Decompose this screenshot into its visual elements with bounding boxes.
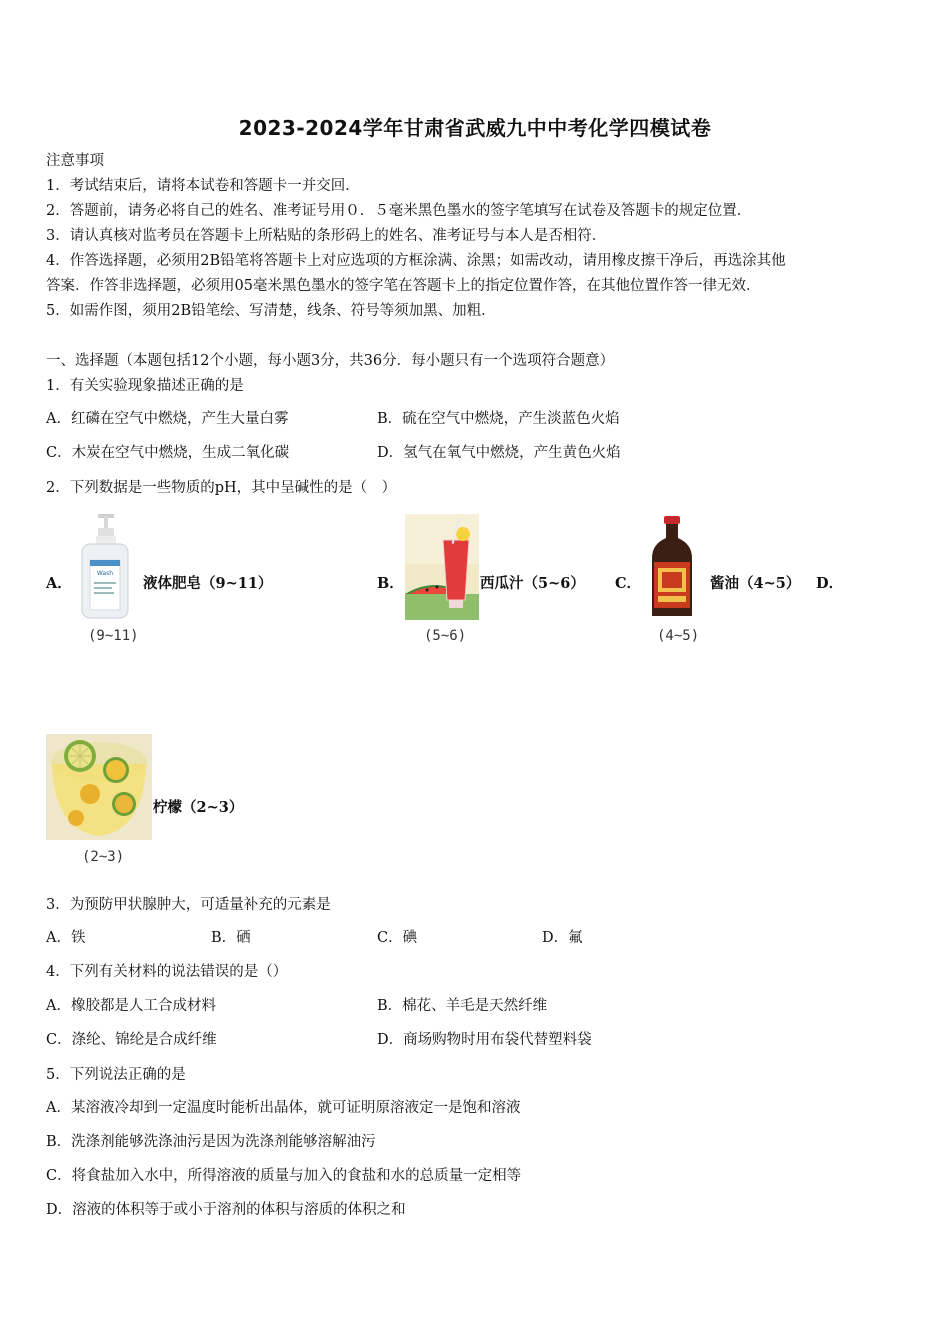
q5-option-a: A．某溶液冷却到一定温度时能析出晶体，就可证明原溶液定一是饱和溶液 bbox=[46, 1100, 521, 1116]
notice-item-5: 5．如需作图，须用2B铅笔绘、写清楚，线条、符号等须加黑、加粗． bbox=[46, 303, 496, 319]
q4-option-c: C．涤纶、锦纶是合成纤维 bbox=[46, 1032, 217, 1048]
q2-option-a-letter: A． bbox=[46, 575, 72, 592]
q2-option-b-caption: (5~6) bbox=[424, 628, 467, 644]
q2-option-d-label: 柠檬（2~3） bbox=[153, 799, 244, 816]
q2-option-d-caption: (2~3) bbox=[82, 849, 125, 865]
notice-item-3: 3．请认真核对监考员在答题卡上所粘贴的条形码上的姓名、准考证号与本人是否相符． bbox=[46, 228, 607, 244]
q3-stem: 3．为预防甲状腺肿大，可适量补充的元素是 bbox=[46, 897, 331, 913]
notice-item-4-cont: 答案．作答非选择题，必须用05毫米黑色墨水的签字笔在答题卡上的指定位置作答，在其他位置作答一律无效． bbox=[46, 278, 761, 294]
q3-option-c: C．碘 bbox=[377, 930, 418, 946]
q2-stem: 2．下列数据是一些物质的pH，其中呈碱性的是（ ） bbox=[46, 480, 397, 496]
q1-stem: 1．有关实验现象描述正确的是 bbox=[46, 378, 244, 394]
q2-option-c-label: 酱油（4~5） bbox=[710, 575, 801, 592]
q1-option-a: A．红磷在空气中燃烧，产生大量白雾 bbox=[46, 411, 289, 427]
q2-option-d-letter: D． bbox=[816, 575, 844, 592]
q1-option-d: D．氢气在氧气中燃烧，产生黄色火焰 bbox=[377, 445, 621, 461]
q2-option-b-letter: B． bbox=[377, 575, 404, 592]
q2-option-c-caption: (4~5) bbox=[657, 628, 700, 644]
notice-item-4: 4．作答选择题，必须用2B铅笔将答题卡上对应选项的方框涂满、涂黑；如需改动，请用橡皮擦干净后，再选涂其他 bbox=[46, 253, 786, 269]
q1-option-b: B．硫在空气中燃烧，产生淡蓝色火焰 bbox=[377, 411, 620, 427]
lemon-drink-image bbox=[46, 734, 152, 840]
q2-option-c-letter: C． bbox=[615, 575, 642, 592]
notice-heading: 注意事项 bbox=[46, 153, 104, 169]
page-title: 2023-2024学年甘肃省武威九中中考化学四模试卷 bbox=[238, 116, 712, 140]
section-heading: 一、选择题（本题包括12个小题，每小题3分，共36分．每小题只有一个选项符合题意） bbox=[46, 353, 615, 369]
q5-option-d: D．溶液的体积等于或小于溶剂的体积与溶质的体积之和 bbox=[46, 1202, 406, 1218]
q4-option-a: A．橡胶都是人工合成材料 bbox=[46, 998, 216, 1014]
q2-option-a-label: 液体肥皂（9~11） bbox=[143, 575, 273, 592]
soap-brand-text: Wash bbox=[96, 570, 114, 577]
q3-option-d: D．氟 bbox=[542, 930, 583, 946]
q1-option-c: C．木炭在空气中燃烧，生成二氧化碳 bbox=[46, 445, 290, 461]
liquid-soap-image bbox=[76, 512, 130, 622]
notice-item-1: 1．考试结束后，请将本试卷和答题卡一并交回． bbox=[46, 178, 360, 194]
q5-option-c: C．将食盐加入水中，所得溶液的质量与加入的食盐和水的总质量一定相等 bbox=[46, 1168, 522, 1184]
q4-option-b: B．棉花、羊毛是天然纤维 bbox=[377, 998, 548, 1014]
q3-option-a: A．铁 bbox=[46, 930, 86, 946]
q2-option-b-label: 西瓜汁（5~6） bbox=[480, 575, 585, 592]
q5-stem: 5．下列说法正确的是 bbox=[46, 1067, 186, 1083]
q3-option-b: B．硒 bbox=[211, 930, 251, 946]
watermelon-juice-image bbox=[405, 514, 479, 620]
notice-item-2: 2．答题前，请务必将自己的姓名、准考证号用０．５毫米黑色墨水的签字笔填写在试卷及答题卡的规定位置． bbox=[46, 203, 752, 219]
q5-option-b: B．洗涤剂能够洗涤油污是因为洗涤剂能够溶解油污 bbox=[46, 1134, 376, 1150]
q4-option-d: D．商场购物时用布袋代替塑料袋 bbox=[377, 1032, 592, 1048]
soy-sauce-image bbox=[646, 514, 698, 620]
q4-stem: 4．下列有关材料的说法错误的是（） bbox=[46, 964, 288, 980]
q2-option-a-caption: (9~11) bbox=[88, 628, 139, 644]
